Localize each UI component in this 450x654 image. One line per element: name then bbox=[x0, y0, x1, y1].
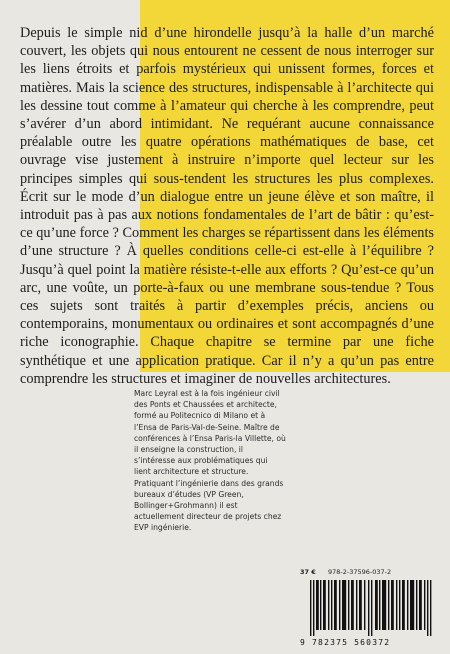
price-label: 37 € bbox=[300, 568, 316, 576]
blurb-text: Depuis le simple nid d’une hirondelle jusqu’à la halle d’un marché couvert, les objets qui nous entourent ne cessent de nous interroger sur les liens étroits et parfois mystérieux qui unissent formes, forces et matières. Mais la science des structures, indispensable à l’architecte qui les dessine tout comme à l’amateur qui cherche à les comprendre, peut s’avérer d’un abord intimidant. Ne requérant aucune connaissance préalable outre les quatre opérations mathématiques de base, cet ouvrage vise justement à instruire n’importe quel lecteur sur les principes simples qui sous-tendent les structures les plus complexes. Écrit sur le mode d’un dialogue entre un jeune élève et son maître, il introduit pas à pas aux notions fondamentales de l’art de bâtir : qu’est-ce qu’une force ? Comment les charges se répartissent dans les éléments d’une structure ? À quelles conditions celle-ci est-elle à l’équilibre ? Jusqu’à quel point la matière résiste-t-elle aux efforts ? Qu’est-ce qu’un arc, une voûte, un porte-à-faux ou une membrane sous-tendue ? Tous ces sujets sont traités à partir d’exemples précis, anciens ou contemporains, monumentaux ou ordinaires et sont accompagnés d’une riche iconographie. Chaque chapitre se termine par une fiche synthétique et une application pratique. Car il n’y a qu’un pas entre comprendre les structures et imaginer de nouvelles architectures. bbox=[20, 25, 434, 387]
barcode-number: 9 782375 560372 bbox=[300, 638, 391, 647]
author-bio: Marc Leyral est à la fois ingénieur civil des Ponts et Chaussées et architecte, formé au Politecnico di Milano et à l’Ensa de Paris-Val-de-Seine. Maître de conférences à l’Ensa Paris-la Villette, où il enseigne la construction, il s’intéresse aux problématiques qui lient architecture et structure. Pratiquant l’ingénierie dans des grands bureaux d’études (VP Green, Bollinger+Grohmann) il est actuellement directeur de projets chez EVP ingénierie. bbox=[134, 389, 286, 533]
barcode-block bbox=[300, 568, 448, 654]
isbn-label: 978-2-37596-037-2 bbox=[328, 568, 392, 576]
barcode-icon bbox=[304, 580, 444, 636]
